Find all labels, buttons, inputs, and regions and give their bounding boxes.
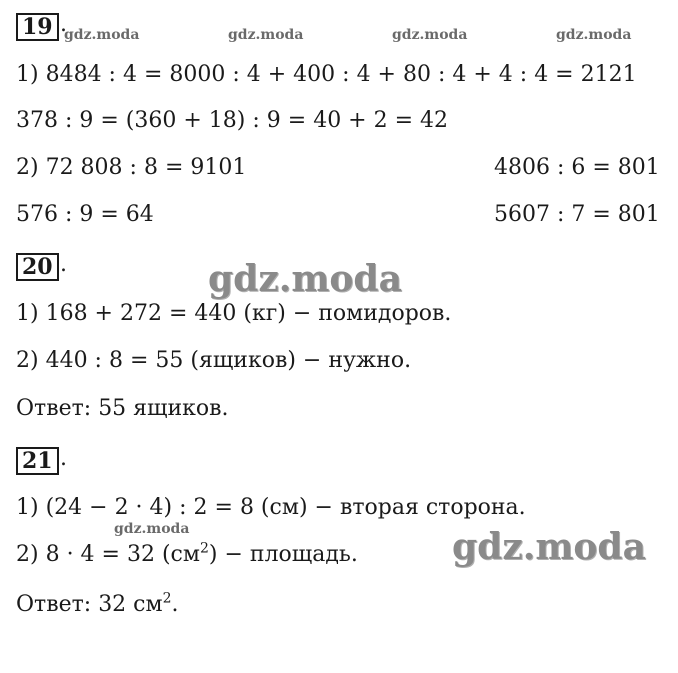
solution-line: 1) (24 − 2 · 4) : 2 = 8 (см) − вторая сторона. xyxy=(16,495,526,520)
task-number-19: 19 xyxy=(16,13,59,41)
answer-line xyxy=(16,592,179,618)
task-number-dot: . xyxy=(60,446,67,471)
solution-line: 2) 72 808 : 8 = 9101 xyxy=(16,155,247,180)
solution-line: 5607 : 7 = 801 xyxy=(494,202,660,227)
task-number-dot: . xyxy=(60,252,67,277)
watermark: gdz.moda xyxy=(64,27,140,43)
text-part: 2) 8 · 4 = 32 (см xyxy=(16,542,200,567)
solution-line: 576 : 9 = 64 xyxy=(16,202,154,227)
watermark: gdz.moda xyxy=(208,258,402,300)
watermark: gdz.moda xyxy=(228,27,304,43)
answer-line: Ответ: 55 ящиков. xyxy=(16,396,229,421)
text-part: Ответ: 32 см xyxy=(16,592,163,617)
solution-line: 2) 440 : 8 = 55 (ящиков) − нужно. xyxy=(16,348,412,373)
superscript: 2 xyxy=(199,540,209,557)
watermark: gdz.moda xyxy=(556,27,632,43)
superscript: 2 xyxy=(162,590,172,607)
text-part: . xyxy=(171,592,179,617)
watermark: gdz.moda xyxy=(392,27,468,43)
solution-line xyxy=(16,542,358,568)
solution-line: 4806 : 6 = 801 xyxy=(494,155,660,180)
task-number-dot: . xyxy=(60,12,67,37)
task-number-20: 20 xyxy=(16,253,59,281)
solution-line: 1) 168 + 272 = 440 (кг) − помидоров. xyxy=(16,301,452,326)
watermark: gdz.moda xyxy=(114,521,190,537)
watermark: gdz.moda xyxy=(452,526,646,568)
solution-line: 1) 8484 : 4 = 8000 : 4 + 400 : 4 + 80 : 4 + 4 : 4 = 2121 xyxy=(16,62,637,87)
solution-line: 378 : 9 = (360 + 18) : 9 = 40 + 2 = 42 xyxy=(16,108,449,133)
text-part: ) − площадь. xyxy=(208,542,358,567)
task-number-21: 21 xyxy=(16,447,59,475)
